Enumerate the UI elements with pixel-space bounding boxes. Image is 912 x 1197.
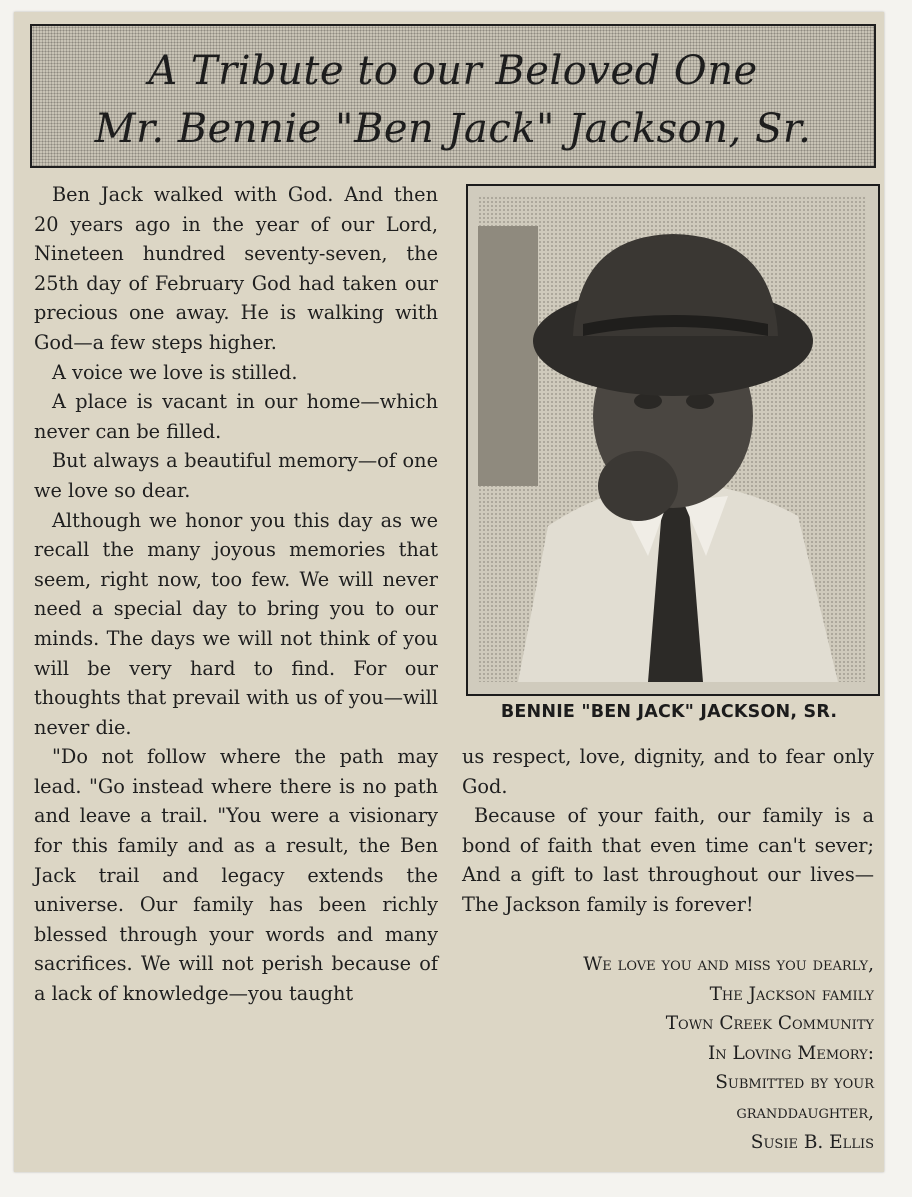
- paragraph: us respect, love, dignity, and to fear only God.: [462, 745, 874, 798]
- signoff-line: We love you and miss you dearly,: [583, 954, 874, 975]
- photo-caption: BENNIE "BEN JACK" JACKSON, SR.: [500, 702, 838, 722]
- paragraph: A place is vacant in our home—which never can be filled.: [34, 390, 438, 443]
- signoff-line: Submitted by your: [715, 1072, 874, 1094]
- newspaper-clipping: [14, 12, 884, 1172]
- paragraph: Ben Jack walked with God. And then 20 years ago in the year of our Lord, Nineteen hundred seventy-seven, the 25th day of February God had taken our precious one away. He is walking with God—a few steps higher.: [34, 183, 438, 354]
- paragraph: A voice we love is stilled.: [52, 360, 298, 384]
- signoff-line: The Jackson family: [709, 983, 874, 1005]
- title-line-1: A Tribute to our Beloved One: [148, 48, 758, 94]
- title-line-2: Mr. Bennie "Ben Jack" Jackson, Sr.: [94, 106, 812, 152]
- title-banner: [30, 24, 876, 168]
- paragraph: But always a beautiful memory—of one we love so dear.: [34, 449, 438, 502]
- signoff-line: Town Creek Community: [665, 1013, 874, 1035]
- paragraph: "Do not follow where the path may lead. "Go instead where there is no path and leave a trail. "You were a visionary for this family and as a result, the Ben Jack trail and legacy extends the universe. Our family has been richly blessed through your words and many sacrifices. We will not perish because of a lack of knowledge—you taught: [34, 745, 438, 1006]
- signoff-block: [462, 950, 874, 1157]
- portrait-photo-icon: [466, 184, 880, 696]
- signoff-line: Susie B. Ellis: [750, 1131, 874, 1153]
- right-column: [462, 742, 874, 920]
- signoff-line: In Loving Memory:: [707, 1042, 874, 1064]
- paragraph: Although we honor you this day as we recall the many joyous memories that seem, right now, too few. We will never need a special day to bring you to our minds. The days we will not think of you will be very hard to find. For our thoughts that prevail with us of you—will never die.: [34, 508, 438, 739]
- portrait-photo-drawing: [478, 196, 866, 682]
- signoff-line: granddaughter,: [736, 1101, 874, 1123]
- paragraph: Because of your faith, our family is a bond of faith that even time can't sever; And a gift to last throughout our lives—The Jackson family is forever!: [462, 804, 874, 916]
- left-column: [34, 180, 438, 1009]
